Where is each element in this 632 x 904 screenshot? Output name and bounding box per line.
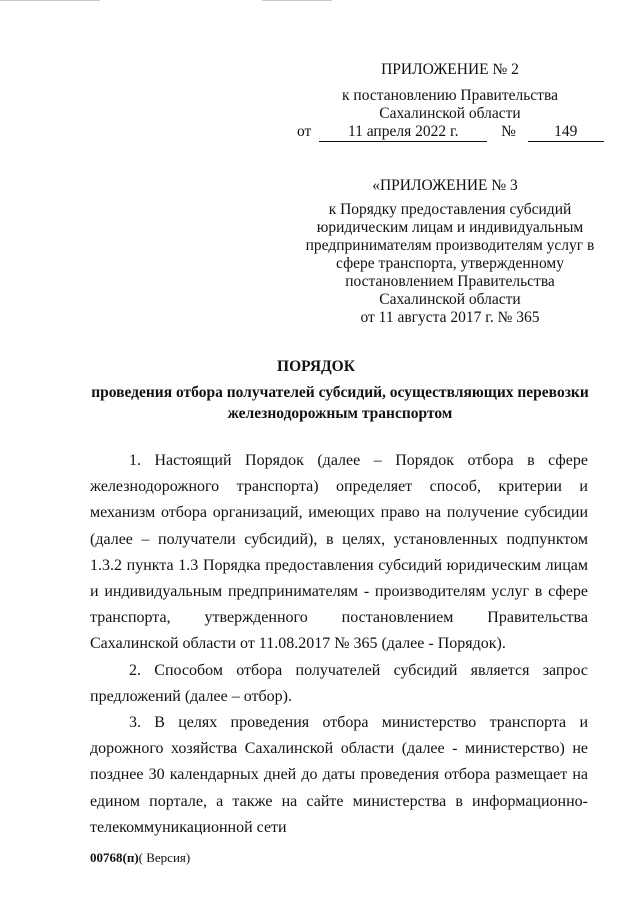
appendix3-line: постановлением Правительства	[345, 273, 555, 290]
appendix2-ref-line	[297, 122, 604, 142]
paragraph-1: 1. Настоящий Порядок (далее – Порядок отбора в сфере железнодорожного транспорта) определяет способ, критерии и механизм отбора организаций, имеющих право на получение субсидии (далее – получатели субсидий), в целях, установленных подпунктом 1.3.2 пункта 1.3 Порядка предоставления субсидий юридическим лицам и индивидуальным предпринимателям - производителям услуг в сфере транспорта, утвержденного постановлением Правительства Сахалинской области от 11.08.2017 № 365 (далее - Порядок).	[90, 452, 588, 653]
appendix3-line: сфере транспорта, утвержденному	[336, 255, 564, 272]
footer-code	[90, 850, 190, 866]
appendix2-title: ПРИЛОЖЕНИЕ № 2	[381, 61, 519, 78]
appendix3-line: юридическим лицам и индивидуальным	[316, 219, 584, 236]
document-code: 00768(п)	[90, 850, 139, 865]
appendix3-line: предпринимателям производителям услуг в	[305, 237, 595, 254]
scan-artifact	[262, 0, 332, 1]
appendix2-number: 149	[528, 122, 604, 142]
appendix3-line: от 11 августа 2017 г. № 365	[360, 309, 540, 326]
paragraph-2: 2. Способом отбора получателей субсидий является запрос предложений (далее – отбор).	[90, 661, 588, 705]
appendix2-line1: к постановлению Правительства	[342, 87, 558, 104]
scan-artifact	[0, 0, 100, 1]
appendix3-line: к Порядку предоставления субсидий	[328, 201, 572, 218]
appendix3-title: «ПРИЛОЖЕНИЕ № 3	[372, 177, 518, 194]
paragraph-3: 3. В целях проведения отбора министерство транспорта и дорожного хозяйства Сахалинской области (далее - министерство) не позднее 30 календарных дней до даты проведения отбора размещает на едином портале, а также на сайте министерства в информационно-телекоммуникационной сети	[90, 714, 588, 836]
appendix2-date: 11 апреля 2022 г.	[319, 122, 487, 142]
document-version: ( Версия)	[138, 850, 191, 865]
number-label: №	[501, 123, 516, 140]
appendix2-line2: Сахалинской области	[379, 105, 521, 122]
document-subtitle: проведения отбора получателей субсидий, осуществляющих перевозки железнодорожным транспортом	[91, 384, 589, 422]
document-title: ПОРЯДОК	[277, 358, 355, 375]
appendix3-line: Сахалинской области	[379, 291, 521, 308]
from-label: от	[297, 123, 312, 140]
document-body	[90, 448, 588, 841]
